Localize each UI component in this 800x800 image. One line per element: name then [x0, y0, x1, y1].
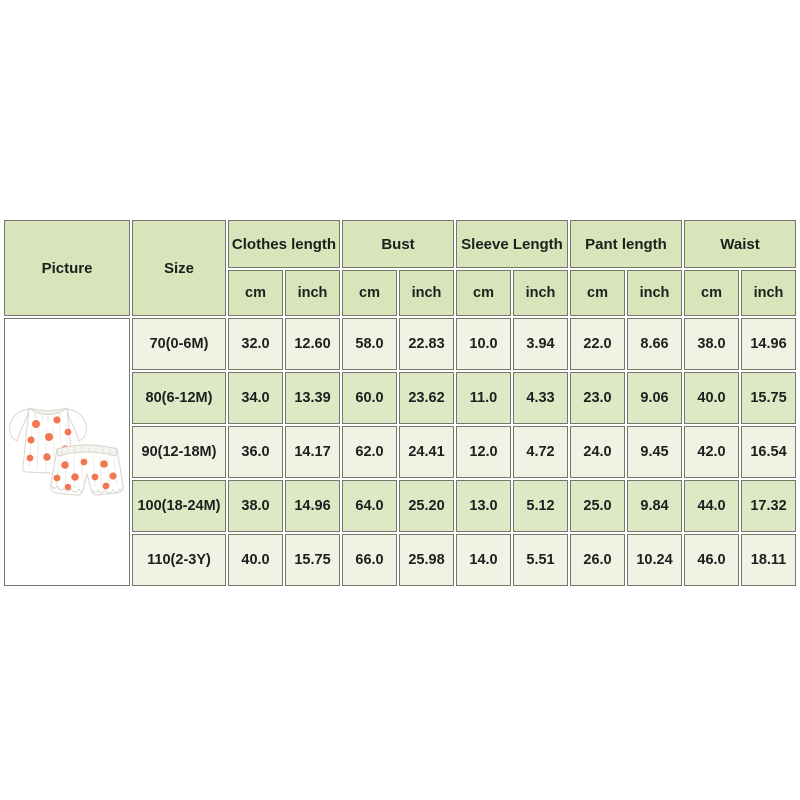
product-image-cell: [4, 318, 130, 586]
pant-cm-cell: 23.0: [570, 372, 625, 424]
bust-cm-cell: 58.0: [342, 318, 397, 370]
waist-cm-cell: 40.0: [684, 372, 739, 424]
bust-cm-header: cm: [342, 270, 397, 316]
sleeve-inch-cell: 5.51: [513, 534, 568, 586]
product-image: [5, 377, 129, 523]
sleeve-length-header: Sleeve Length: [456, 220, 568, 268]
waist-inch-cell: 14.96: [741, 318, 796, 370]
pant-inch-cell: 9.45: [627, 426, 682, 478]
clothes-cm-cell: 34.0: [228, 372, 283, 424]
clothes-cm-cell: 36.0: [228, 426, 283, 478]
sleeve-cm-cell: 11.0: [456, 372, 511, 424]
waist-cm-header: cm: [684, 270, 739, 316]
clothes-length-cm-header: cm: [228, 270, 283, 316]
size-chart-table: [2, 218, 798, 588]
pant-cm-cell: 22.0: [570, 318, 625, 370]
waist-cm-cell: 44.0: [684, 480, 739, 532]
pant-inch-cell: 8.66: [627, 318, 682, 370]
waist-cm-cell: 42.0: [684, 426, 739, 478]
bust-cm-cell: 66.0: [342, 534, 397, 586]
baby-shorts-icon: [51, 445, 123, 495]
size-cell: 90(12-18M): [132, 426, 226, 478]
size-cell: 80(6-12M): [132, 372, 226, 424]
pant-cm-cell: 25.0: [570, 480, 625, 532]
clothes-inch-cell: 15.75: [285, 534, 340, 586]
waist-cm-cell: 38.0: [684, 318, 739, 370]
waist-header: Waist: [684, 220, 796, 268]
bust-inch-header: inch: [399, 270, 454, 316]
waist-inch-cell: 16.54: [741, 426, 796, 478]
clothes-inch-cell: 14.96: [285, 480, 340, 532]
bust-cm-cell: 64.0: [342, 480, 397, 532]
size-cell: 100(18-24M): [132, 480, 226, 532]
waist-inch-cell: 18.11: [741, 534, 796, 586]
bust-inch-cell: 25.20: [399, 480, 454, 532]
sleeve-cm-cell: 14.0: [456, 534, 511, 586]
clothes-cm-cell: 40.0: [228, 534, 283, 586]
pant-inch-header: inch: [627, 270, 682, 316]
clothes-length-inch-header: inch: [285, 270, 340, 316]
bust-cm-cell: 60.0: [342, 372, 397, 424]
bust-header: Bust: [342, 220, 454, 268]
sleeve-cm-cell: 12.0: [456, 426, 511, 478]
clothes-cm-cell: 38.0: [228, 480, 283, 532]
header-group-row: [4, 220, 796, 268]
bust-inch-cell: 23.62: [399, 372, 454, 424]
pant-cm-header: cm: [570, 270, 625, 316]
bust-cm-cell: 62.0: [342, 426, 397, 478]
sleeve-cm-header: cm: [456, 270, 511, 316]
picture-column-header: Picture: [4, 220, 130, 316]
table-row: [4, 318, 796, 370]
sleeve-inch-cell: 5.12: [513, 480, 568, 532]
bust-inch-cell: 25.98: [399, 534, 454, 586]
sleeve-cm-cell: 13.0: [456, 480, 511, 532]
pant-inch-cell: 10.24: [627, 534, 682, 586]
clothes-inch-cell: 13.39: [285, 372, 340, 424]
sleeve-inch-header: inch: [513, 270, 568, 316]
sleeve-cm-cell: 10.0: [456, 318, 511, 370]
size-chart: [2, 218, 798, 588]
pant-inch-cell: 9.84: [627, 480, 682, 532]
clothes-length-header: Clothes length: [228, 220, 340, 268]
pant-cm-cell: 26.0: [570, 534, 625, 586]
pant-cm-cell: 24.0: [570, 426, 625, 478]
size-cell: 70(0-6M): [132, 318, 226, 370]
size-cell: 110(2-3Y): [132, 534, 226, 586]
waist-cm-cell: 46.0: [684, 534, 739, 586]
sleeve-inch-cell: 4.33: [513, 372, 568, 424]
waist-inch-header: inch: [741, 270, 796, 316]
pant-length-header: Pant length: [570, 220, 682, 268]
pant-inch-cell: 9.06: [627, 372, 682, 424]
bust-inch-cell: 22.83: [399, 318, 454, 370]
size-column-header: Size: [132, 220, 226, 316]
clothes-cm-cell: 32.0: [228, 318, 283, 370]
sleeve-inch-cell: 4.72: [513, 426, 568, 478]
bust-inch-cell: 24.41: [399, 426, 454, 478]
waist-inch-cell: 17.32: [741, 480, 796, 532]
waist-inch-cell: 15.75: [741, 372, 796, 424]
sleeve-inch-cell: 3.94: [513, 318, 568, 370]
clothes-inch-cell: 12.60: [285, 318, 340, 370]
clothes-inch-cell: 14.17: [285, 426, 340, 478]
